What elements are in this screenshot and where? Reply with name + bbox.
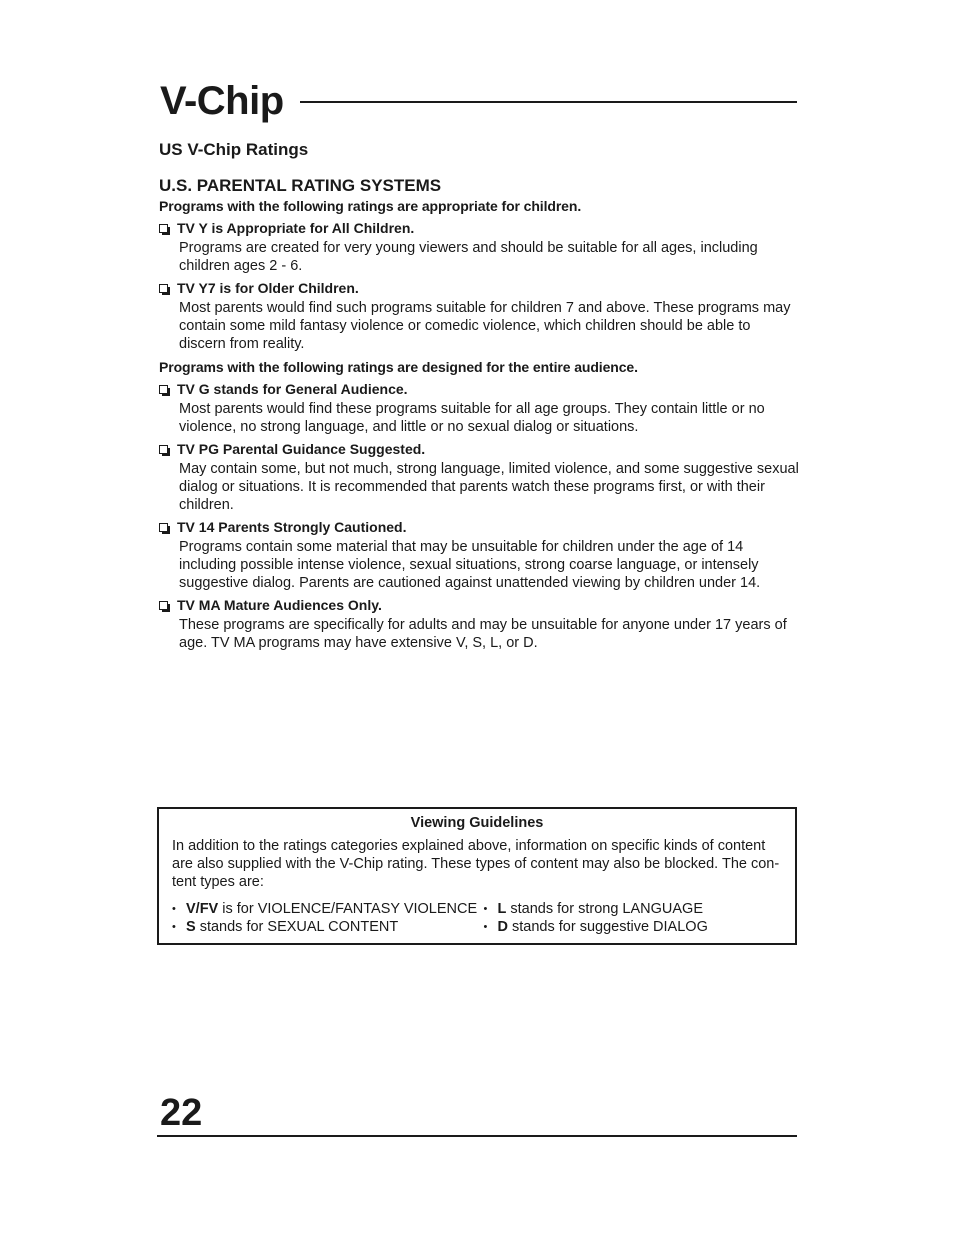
rating-description: These programs are specifically for adults and may be unsuitable for anyone under 17 years of age. TV MA programs may have extensive V, S, L, or D. [179, 617, 787, 651]
page-title: V-Chip [160, 79, 284, 123]
checkbox-icon [159, 224, 168, 233]
rating-item-tv-g [159, 380, 799, 436]
page-number: 22 [160, 1092, 203, 1134]
intro-entire-audience: Programs with the following ratings are designed for the entire audience. [159, 359, 638, 375]
rating-title: TV Y is Appropriate for All Children. [177, 220, 415, 236]
section-heading: U.S. PARENTAL RATING SYSTEMS [159, 176, 442, 195]
content-desc: is for VIOLENCE/FANTASY VIOLENCE [218, 901, 478, 917]
checkbox-icon [159, 284, 168, 293]
guidelines-text: In addition to the ratings categories explained above, information on specific kinds of content are also supplied with the V-Chip rating. These types of content may also be blocked. The con-tent types are: [172, 838, 780, 890]
content-code: D [497, 919, 508, 935]
rating-description: May contain some, but not much, strong language, limited violence, and some suggestive sexual dialog or situations. It is recommended that parents watch these programs first, or with their children. [179, 461, 799, 513]
content-type-item [484, 918, 796, 936]
rating-item-tv-y7 [159, 279, 799, 353]
content-desc: stands for SEXUAL CONTENT [195, 919, 399, 935]
checkbox-icon [159, 385, 168, 394]
content-code: L [497, 901, 507, 917]
bottom-rule [157, 1135, 797, 1137]
content-code: S [186, 919, 196, 935]
bullet-icon: • [483, 903, 488, 915]
rating-title: TV G stands for General Audience. [177, 381, 408, 397]
rating-title: TV MA Mature Audiences Only. [177, 597, 382, 613]
title-row [160, 76, 797, 126]
content-type-column-left [172, 900, 484, 936]
section-subtitle: US V-Chip Ratings [159, 140, 309, 159]
content-type-item [484, 900, 796, 918]
rating-title: TV Y7 is for Older Children. [177, 280, 359, 296]
rating-description: Most parents would find these programs suitable for all age groups. They contain little or no violence, no strong language, and little or no sexual dialog or situations. [179, 401, 765, 435]
rating-item-tv-14 [159, 518, 799, 592]
checkbox-icon [159, 601, 168, 610]
rating-title: TV 14 Parents Strongly Cautioned. [177, 519, 407, 535]
intro-children: Programs with the following ratings are appropriate for children. [159, 198, 582, 214]
checkbox-icon [159, 445, 168, 454]
content-type-column-right [484, 900, 796, 936]
content-desc: stands for suggestive DIALOG [507, 919, 708, 935]
rating-title: TV PG Parental Guidance Suggested. [177, 441, 426, 457]
rating-item-tv-y [159, 219, 799, 275]
viewing-guidelines-box [157, 807, 797, 945]
bullet-icon: • [483, 921, 488, 933]
title-rule [300, 101, 797, 103]
rating-description: Programs contain some material that may be unsuitable for children under the age of 14 including possible intense violence, sexual situations, strong coarse language, or intensely suggestive dialog. Parents are cautioned against unattended viewing by children under 14. [179, 539, 761, 591]
rating-description: Programs are created for very young viewers and should be suitable for all ages, including children ages 2 - 6. [179, 240, 758, 274]
checkbox-icon [159, 523, 168, 532]
content-type-item [172, 918, 484, 936]
content-type-list [172, 900, 795, 936]
bullet-icon: • [172, 903, 176, 915]
guidelines-title: Viewing Guidelines [410, 815, 544, 831]
rating-item-tv-ma [159, 596, 799, 652]
content [159, 140, 799, 652]
rating-item-tv-pg [159, 440, 799, 514]
rating-description: Most parents would find such programs suitable for children 7 and above. These programs may contain some mild fantasy violence or comedic violence, which children should be able to discern from reality. [179, 300, 791, 352]
content-type-item [172, 900, 484, 918]
content-desc: stands for strong LANGUAGE [506, 901, 703, 917]
bullet-icon: • [172, 921, 176, 933]
content-code: V/FV [186, 901, 219, 917]
